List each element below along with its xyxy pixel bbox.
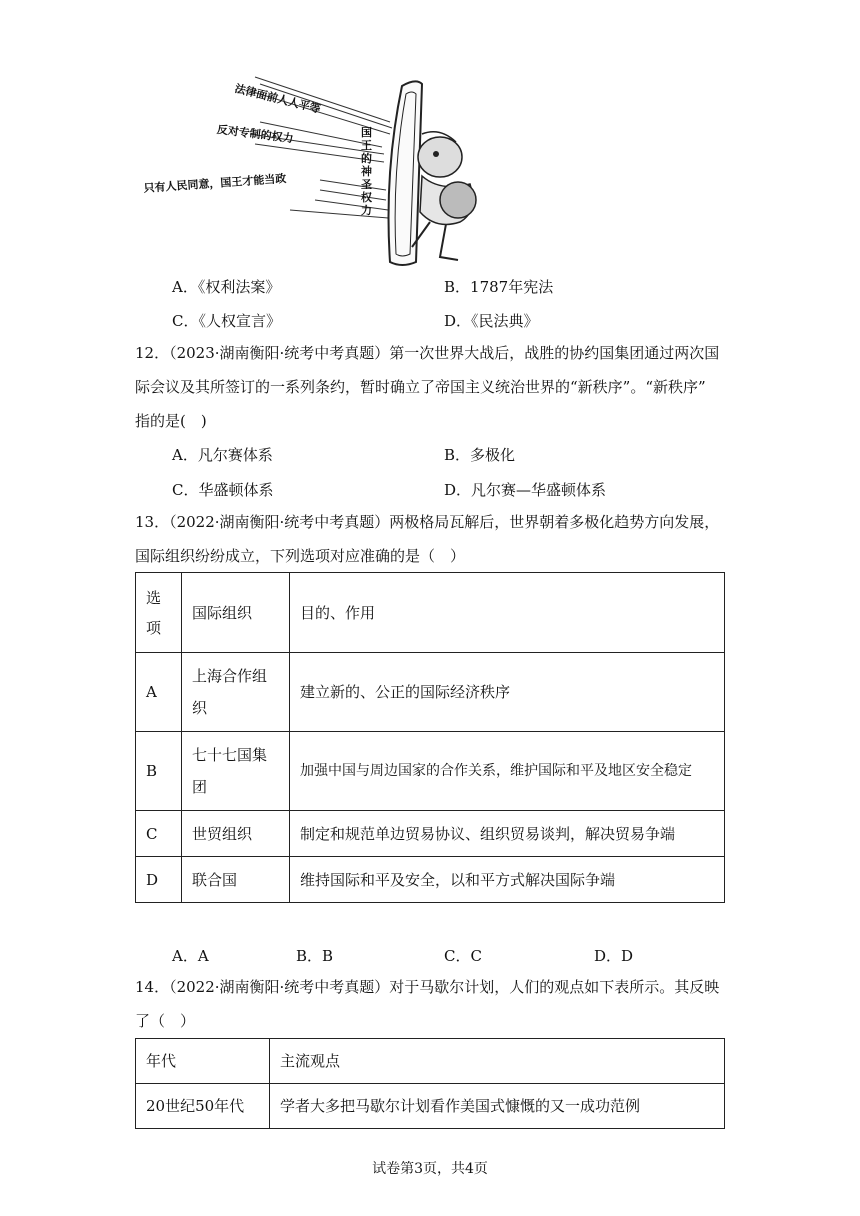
q11-option-d[interactable]: D．《民法典》	[444, 312, 539, 330]
q12-option-c[interactable]: C．华盛顿体系	[172, 481, 274, 499]
q13-option-b[interactable]: B．B	[296, 947, 334, 965]
q11-option-b[interactable]: B．1787年宪法	[444, 278, 554, 296]
table-row	[136, 653, 725, 732]
q13-option-c[interactable]: C．C	[444, 947, 482, 965]
cell-option: A	[136, 653, 182, 732]
q13-line-2: 国际组织纷纷成立，下列选项对应准确的是（ ）	[135, 547, 466, 565]
page-footer: 试卷第3页，共4页	[372, 1161, 488, 1177]
cell-purpose: 加强中国与周边国家的合作关系，维护国际和平及地区安全稳定	[290, 732, 725, 811]
q13-option-a[interactable]: A．A	[172, 947, 209, 965]
cell-option: D	[136, 857, 182, 903]
cell-option: C	[136, 811, 182, 857]
cell-org: 上海合作组织	[182, 653, 290, 732]
cell-era: 20世纪50年代	[136, 1084, 270, 1129]
table-row	[136, 732, 725, 811]
q14-line-2: 了（ ）	[135, 1012, 196, 1030]
q12-stem	[135, 336, 735, 438]
cell-org: 七十七国集团	[182, 732, 290, 811]
q12-option-b[interactable]: B．多极化	[444, 446, 516, 464]
q13-line-1: 13．（2022·湖南衡阳·统考中考真题）两极格局瓦解后，世界朝着多极化趋势方向发展，	[135, 513, 720, 531]
cell-purpose: 维持国际和平及安全，以和平方式解决国际争端	[290, 857, 725, 903]
q13-table	[135, 572, 725, 903]
cell-org: 世贸组织	[182, 811, 290, 857]
cell-purpose: 建立新的、公正的国际经济秩序	[290, 653, 725, 732]
table-row	[136, 1084, 725, 1129]
table-row	[136, 811, 725, 857]
q13-stem	[135, 505, 735, 573]
q12-line-3: 指的是( )	[135, 412, 207, 430]
cartoon-label-2: 反对专制的权力	[216, 122, 295, 146]
cartoon-label-1: 法律面前人人平等	[233, 81, 322, 116]
q13-option-d[interactable]: D．D	[594, 947, 634, 965]
q14-stem	[135, 970, 735, 1038]
q11-option-c[interactable]: C．《人权宣言》	[172, 312, 281, 330]
cell-org: 联合国	[182, 857, 290, 903]
q12-line-1: 12．（2023·湖南衡阳·统考中考真题）第一次世界大战后，战胜的协约国集团通过两次国	[135, 344, 720, 362]
q12-option-a[interactable]: A．凡尔赛体系	[172, 446, 273, 464]
table-row	[136, 857, 725, 903]
header-cell-purpose: 目的、作用	[290, 573, 725, 653]
q12-option-d[interactable]: D．凡尔赛—华盛顿体系	[444, 481, 607, 499]
shield-label: 国王的神圣权力	[361, 126, 372, 217]
header-cell-option: 选项	[136, 573, 182, 653]
header-cell-view: 主流观点	[270, 1039, 725, 1084]
table-header-row	[136, 573, 725, 653]
table-header-row	[136, 1039, 725, 1084]
q14-table	[135, 1038, 725, 1129]
header-cell-era: 年代	[136, 1039, 270, 1084]
q11-option-a[interactable]: A．《权利法案》	[172, 278, 281, 296]
cell-view: 学者大多把马歇尔计划看作美国式慷慨的又一成功范例	[270, 1084, 725, 1129]
q14-line-1: 14．（2022·湖南衡阳·统考中考真题）对于马歇尔计划，人们的观点如下表所示。其反映	[135, 978, 720, 996]
cartoon-label-3: 只有人民同意，国王才能当政	[143, 172, 287, 195]
cell-option: B	[136, 732, 182, 811]
header-cell-org: 国际组织	[182, 573, 290, 653]
q12-line-2: 际会议及其所签订的一系列条约，暂时确立了帝国主义统治世界的“新秩序”。“新秩序”	[135, 378, 706, 396]
cell-purpose: 制定和规范单边贸易协议、组织贸易谈判，解决贸易争端	[290, 811, 725, 857]
